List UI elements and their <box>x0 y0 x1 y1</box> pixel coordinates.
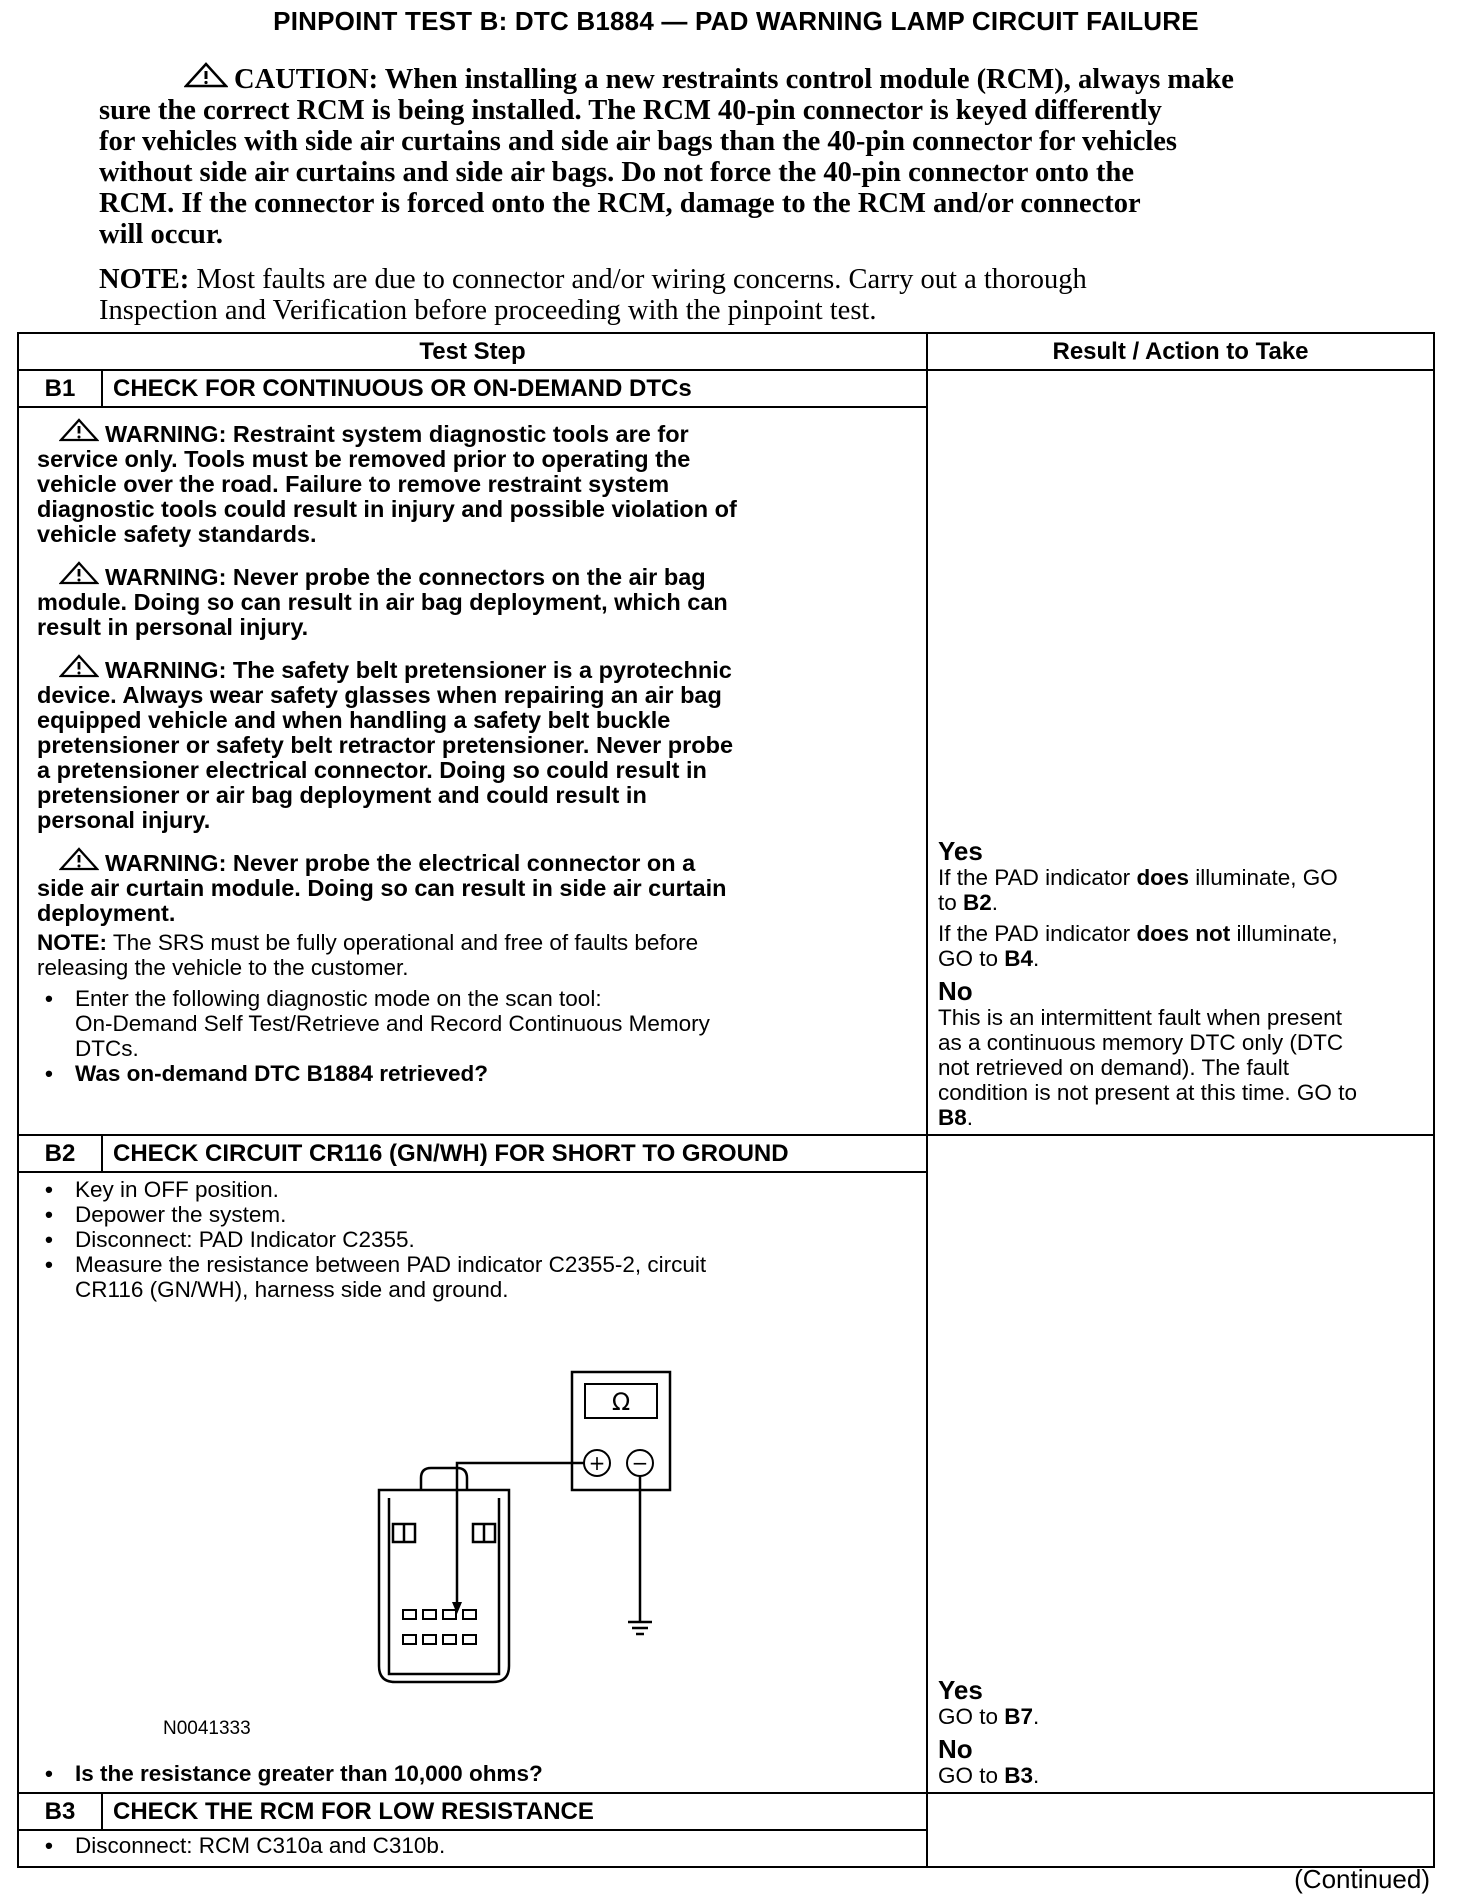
result-text: GO to B7. <box>938 1704 1040 1729</box>
result-b1 <box>938 837 1425 1130</box>
step-row-b2 <box>18 1135 1434 1172</box>
list-item: • Depower the system. <box>37 1202 914 1227</box>
step-id: B2 <box>18 1135 102 1172</box>
yes-label: Yes <box>938 1675 983 1705</box>
result-b2 <box>938 1676 1425 1788</box>
caution-line: When installing a new restraints control module (RCM), always make <box>384 64 1234 95</box>
warning-triangle-icon <box>59 847 99 871</box>
warning-triangle-icon <box>184 62 228 88</box>
warning-block: WARNING: The safety belt pretensioner is a pyrotechnic device. Always wear safety glasses when repairing an air bag equipped vehicle and when handling a safety belt buckle pretensioner or safety belt retractor pretensioner. Never probe a pretensioner electrical connector. Doing so could result in pretensioner or air bag deployment and could result in personal injury. <box>37 654 914 833</box>
goto-link[interactable]: B7 <box>1004 1704 1034 1729</box>
step-bullets <box>37 1761 914 1786</box>
caution-line: sure the correct RCM is being installed. The RCM 40-pin connector is keyed differently <box>99 95 1162 126</box>
ground-icon <box>628 1622 652 1634</box>
goto-link[interactable]: B4 <box>1004 946 1034 971</box>
list-item: • Enter the following diagnostic mode on the scan tool: On-Demand Self Test/Retrieve and Record Continuous Memory DTCs. <box>37 986 914 1061</box>
result-text: If the PAD indicator does not illuminate, GO to B4. <box>938 921 1338 971</box>
warning-block: WARNING: Never probe the electrical connector on a side air curtain module. Doing so can result in side air curtain deployment. <box>37 847 914 926</box>
list-item: • Measure the resistance between PAD indicator C2355-2, circuit CR116 (GN/WH), harness side and ground. <box>37 1252 914 1302</box>
table-header-row <box>18 333 1434 370</box>
result-text: GO to B3. <box>938 1763 1040 1788</box>
no-label: No <box>938 976 973 1006</box>
caution-line: for vehicles with side air curtains and side air bags than the 40-pin connector for vehicles <box>99 126 1178 157</box>
pinpoint-test-table <box>17 332 1435 1868</box>
step-bullets <box>37 1177 914 1302</box>
result-cell-b3 <box>927 1793 1434 1867</box>
caution-block <box>99 62 1354 250</box>
header-test-step: Test Step <box>18 333 927 370</box>
warning-triangle-icon <box>59 418 99 442</box>
caution-line: RCM. If the connector is forced onto the RCM, damage to the RCM and/or connector <box>99 188 1141 219</box>
plus-terminal: + <box>588 1451 606 1475</box>
step-body-b3 <box>18 1830 927 1867</box>
result-cell-b2 <box>927 1135 1434 1793</box>
yes-label: Yes <box>938 836 983 866</box>
step-id: B1 <box>18 370 102 407</box>
step-question: • Was on-demand DTC B1884 retrieved? <box>37 1061 914 1086</box>
note-block <box>99 264 1249 326</box>
step-title: CHECK CIRCUIT CR116 (GN/WH) FOR SHORT TO GROUND <box>102 1135 927 1172</box>
step-note: NOTE: The SRS must be fully operational and free of faults before releasing the vehicle to the customer. <box>37 930 699 980</box>
result-cell-b1 <box>927 370 1434 1135</box>
step-question: • Is the resistance greater than 10,000 ohms? <box>37 1761 914 1786</box>
minus-terminal: − <box>631 1451 649 1475</box>
warning-block: WARNING: Never probe the connectors on the air bag module. Doing so can result in air bag deployment, which can result in personal injury. <box>37 561 914 640</box>
result-text: This is an intermittent fault when present as a continuous memory DTC only (DTC not retrieved on demand). The fault condition is not present at this time. GO to B8. <box>938 1005 1357 1130</box>
warning-block: WARNING: Restraint system diagnostic tools are for service only. Tools must be removed prior to operating the vehicle over the road. Failure to remove restraint system diagnostic tools could result in injury and possible violation of vehicle safety standards. <box>37 418 914 547</box>
ohmmeter-connector-diagram <box>297 1370 817 1710</box>
list-item: • Key in OFF position. <box>37 1177 914 1202</box>
step-row-b3 <box>18 1793 1434 1830</box>
continued-label: (Continued) <box>1294 1864 1430 1894</box>
caution-line: will occur. <box>99 219 224 250</box>
warning-triangle-icon <box>59 561 99 585</box>
page-title: PINPOINT TEST B: DTC B1884 — PAD WARNING LAMP CIRCUIT FAILURE <box>273 6 1199 36</box>
step-id: B3 <box>18 1793 102 1830</box>
step-bullets <box>37 986 914 1086</box>
no-label: No <box>938 1734 973 1764</box>
caution-line: without side air curtains and side air bags. Do not force the 40-pin connector onto the <box>99 157 1135 188</box>
list-item: • Disconnect: PAD Indicator C2355. <box>37 1227 914 1252</box>
note-line: Most faults are due to connector and/or wiring concerns. Carry out a thorough <box>196 264 1087 295</box>
note-label: NOTE: <box>99 264 190 295</box>
warning-triangle-icon <box>59 654 99 678</box>
note-line: Inspection and Verification before proceeding with the pinpoint test. <box>99 295 877 326</box>
figure-id: N0041333 <box>163 1718 251 1739</box>
ohm-symbol: Ω <box>611 1388 631 1416</box>
step-title: CHECK THE RCM FOR LOW RESISTANCE <box>102 1793 927 1830</box>
step-body-b2 <box>18 1172 927 1793</box>
step-bullets <box>37 1833 914 1858</box>
caution-label: CAUTION: <box>234 64 379 95</box>
positive-lead <box>457 1463 584 1605</box>
probe-tip <box>452 1602 462 1614</box>
header-result-action: Result / Action to Take <box>927 333 1434 370</box>
step-body-b1 <box>18 407 927 1135</box>
list-item: • Disconnect: RCM C310a and C310b. <box>37 1833 914 1858</box>
goto-link[interactable]: B2 <box>963 890 992 915</box>
goto-link[interactable]: B8 <box>938 1105 967 1130</box>
connector-c2355 <box>379 1468 509 1682</box>
result-text: If the PAD indicator does illuminate, GO to B2. <box>938 865 1338 915</box>
step-title: CHECK FOR CONTINUOUS OR ON-DEMAND DTCs <box>102 370 927 407</box>
step-row-b1 <box>18 370 1434 407</box>
goto-link[interactable]: B3 <box>1004 1763 1034 1788</box>
ohmmeter <box>572 1372 670 1490</box>
